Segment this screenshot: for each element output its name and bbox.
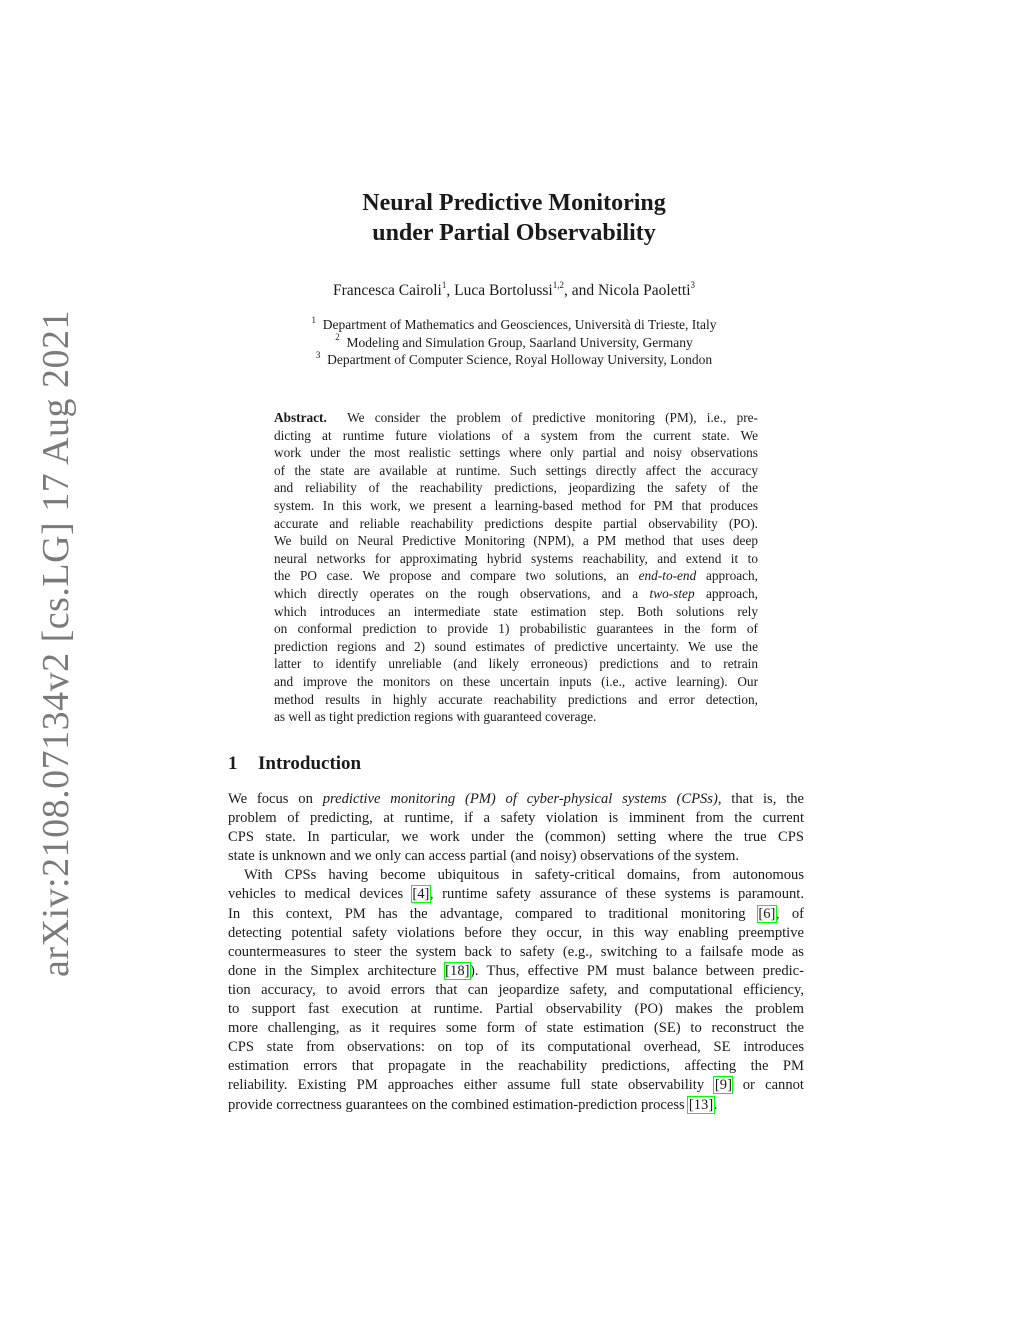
author-name: Francesca Cairoli bbox=[332, 282, 442, 299]
arxiv-identifier-stamp: arXiv:2108.07134v2 [cs.LG] 17 Aug 2021 bbox=[35, 309, 77, 977]
body-line: problem of predicting, at runtime, if a safety violation is imminent from the current bbox=[228, 810, 804, 827]
body-line: detecting potential safety violations before they occur, in this way enabling preemptive bbox=[228, 924, 804, 941]
body-line: countermeasures to steer the system back to safety (e.g., switching to a failsafe mode as bbox=[228, 943, 804, 960]
body-line: done in the Simplex architecture [18]). Thus, effective PM must balance between predic- bbox=[228, 962, 804, 979]
abstract-line: the PO case. We propose and compare two solutions, an end-to-end approach, bbox=[274, 568, 758, 584]
abstract-line: on conformal prediction to provide 1) probabilistic guarantees in the form of bbox=[274, 621, 758, 637]
abstract-line: of the state are available at runtime. Such settings directly affect the accuracy bbox=[274, 462, 758, 478]
affiliation-number: 3 bbox=[315, 349, 321, 360]
affiliation-item bbox=[230, 334, 798, 352]
affiliation-item bbox=[230, 351, 798, 369]
paper-title bbox=[230, 188, 798, 248]
emphasis-pm-cps: predictive monitoring (PM) of cyber-physical systems (CPSs) bbox=[322, 791, 718, 807]
body-line: CPS state from observations: on top of its computational overhead, SE introduces bbox=[228, 1039, 804, 1056]
section-number: 1 bbox=[228, 753, 238, 774]
abstract-line: dicting at runtime future violations of a system from the current state. We bbox=[274, 427, 758, 443]
body-line: reliability. Existing PM approaches either assume full state observability [9] or cannot bbox=[228, 1077, 804, 1094]
abstract-line: which introduces an intermediate state estimation step. Both solutions rely bbox=[274, 603, 758, 619]
author-name: and Nicola Paoletti bbox=[571, 282, 691, 299]
author-affiliation-mark: 3 bbox=[690, 279, 696, 290]
abstract-line: which directly operates on the rough observations, and a two-step approach, bbox=[274, 585, 758, 601]
citation-link[interactable]: [4] bbox=[412, 886, 430, 903]
abstract-line: method results in highly accurate reachability predictions and error detection, bbox=[274, 691, 758, 707]
author-affiliation-mark: 1,2 bbox=[552, 279, 564, 290]
title-line-2: under Partial Observability bbox=[372, 220, 656, 246]
author-list: Francesca Cairoli$^1$, Luca Bortolussi$^{1,2}$, and Nicola Paoletti$^3$ bbox=[332, 279, 696, 299]
abstract-line: We build on Neural Predictive Monitoring (NPM), a PM method that uses deep bbox=[274, 533, 758, 549]
citation-link[interactable]: [9] bbox=[714, 1077, 732, 1094]
affiliation-list bbox=[230, 316, 798, 369]
emphasis-two-step: two-step bbox=[649, 585, 695, 601]
abstract-line: system. In this work, we present a learning-based method for PM that produces bbox=[274, 497, 758, 513]
abstract-line: Abstract. We consider the problem of predictive monitoring (PM), i.e., pre- bbox=[274, 410, 758, 425]
affiliation-number: 2 bbox=[335, 332, 340, 342]
body-line: vehicles to medical devices [4], runtime safety assurance of these systems is paramount. bbox=[228, 886, 804, 903]
affiliation-item bbox=[230, 316, 798, 334]
body-line: to support fast execution at runtime. Partial observability (PO) makes the problem bbox=[228, 1001, 804, 1018]
introduction-body bbox=[228, 790, 804, 1115]
affiliation-text: Modeling and Simulation Group, Saarland University, Germany bbox=[346, 334, 693, 350]
section-heading-introduction bbox=[228, 752, 361, 776]
abstract-line: and improve the monitors on these uncertain inputs (i.e., active learning). Our bbox=[274, 673, 758, 689]
abstract-line: neural networks for approximating hybrid systems reachability, and extend it to bbox=[274, 550, 758, 566]
author-name: Luca Bortolussi bbox=[454, 282, 553, 299]
body-line: With CPSs having become ubiquitous in safety-critical domains, from autonomous bbox=[244, 867, 804, 884]
section-title: Introduction bbox=[258, 753, 362, 774]
body-line: estimation errors that propagate in the reachability predictions, affecting the PM bbox=[228, 1058, 804, 1075]
abstract-line: prediction regions and 2) sound estimates of predictive uncertainty. We use the bbox=[274, 638, 758, 654]
body-line: tion accuracy, to avoid errors that can jeopardize safety, and computational efficiency, bbox=[228, 981, 804, 998]
abstract-line: latter to identify unreliable (and likely erroneous) predictions and to retrain bbox=[274, 656, 758, 672]
title-line-1: Neural Predictive Monitoring bbox=[362, 190, 666, 216]
affiliation-text: Department of Computer Science, Royal Holloway University, London bbox=[327, 352, 713, 367]
abstract bbox=[274, 409, 758, 726]
citation-link[interactable]: [18] bbox=[445, 962, 470, 979]
emphasis-end-to-end: end-to-end bbox=[638, 568, 697, 584]
body-line: We focus on predictive monitoring (PM) of cyber-physical systems (CPSs), that is, the bbox=[228, 791, 804, 807]
citation-link[interactable]: [6] bbox=[758, 905, 776, 922]
body-line: provide correctness guarantees on the combined estimation-prediction process [13]. bbox=[228, 1096, 718, 1113]
body-line: state is unknown and we only can access partial (and noisy) observations of the system. bbox=[228, 848, 740, 865]
body-line: more challenging, as it requires some form of state estimation (SE) to reconstruct the bbox=[228, 1020, 804, 1037]
abstract-line: and reliability of the reachability predictions, jeopardizing the safety of the bbox=[274, 480, 758, 496]
abstract-label: Abstract. bbox=[274, 410, 327, 425]
citation-link[interactable]: [13] bbox=[688, 1096, 714, 1113]
body-line: In this context, PM has the advantage, compared to traditional monitoring [6], of bbox=[228, 905, 804, 922]
body-line: CPS state. In particular, we work under the (common) setting where the true CPS bbox=[228, 829, 804, 846]
affiliation-number: 1 bbox=[311, 314, 317, 325]
affiliation-text: Department of Mathematics and Geosciences, Università di Trieste, Italy bbox=[322, 317, 717, 332]
author-affiliation-mark: 1 bbox=[441, 279, 447, 290]
abstract-line: accurate and reliable reachability predictions despite partial observability (PO). bbox=[274, 515, 758, 531]
abstract-line: work under the most realistic settings where only partial and noisy observations bbox=[274, 445, 758, 461]
abstract-line: as well as tight prediction regions with guaranteed coverage. bbox=[274, 709, 597, 725]
